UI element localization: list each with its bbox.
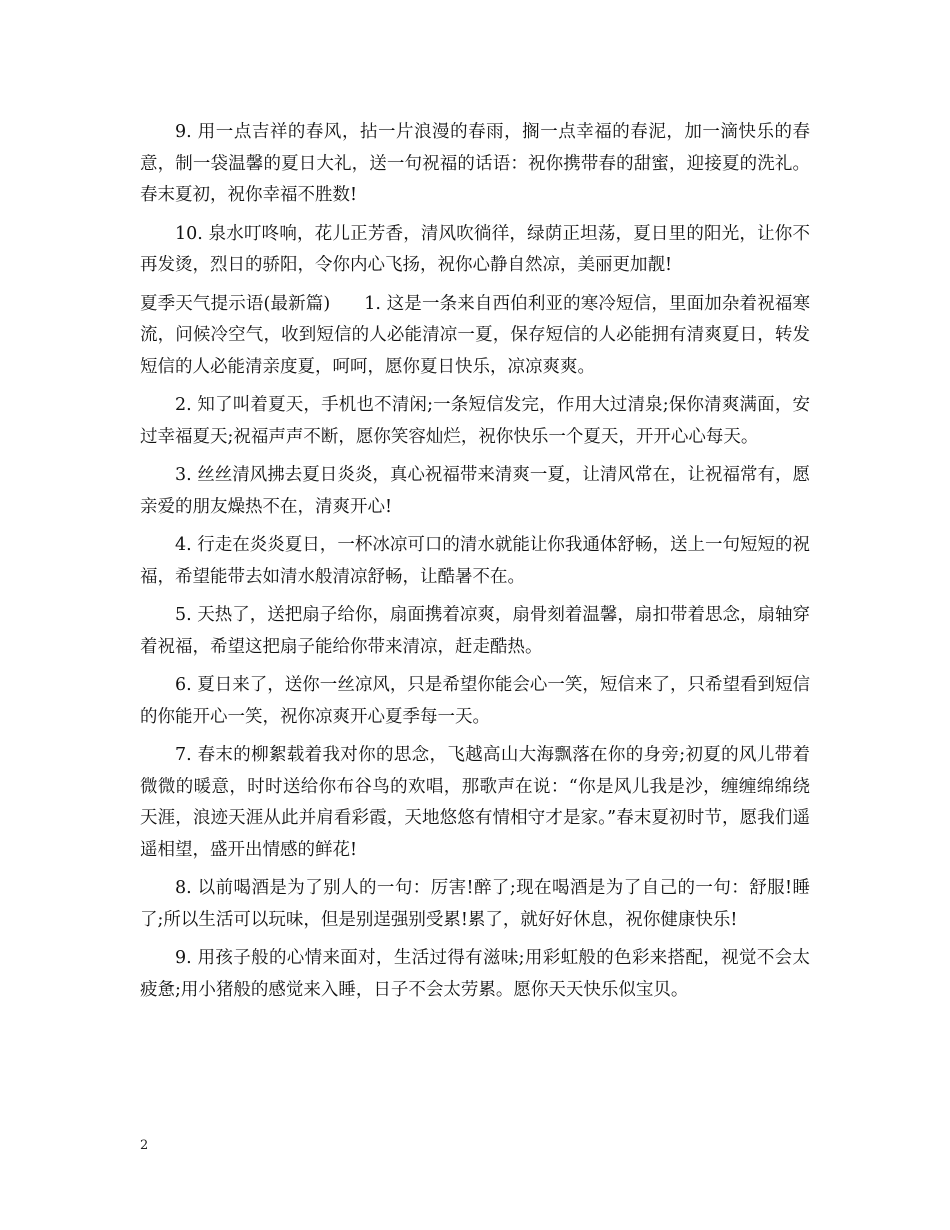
paragraph: 8. 以前喝酒是为了别人的一句：厉害!醉了;现在喝酒是为了自己的一句：舒服!睡了;所以生活可以玩味，但是别逞强别受累!累了，就好好休息，祝你健康快乐! [140, 878, 810, 930]
page-number: 2 [140, 1138, 149, 1153]
section-heading: 夏季天气提示语(最新篇) [140, 293, 331, 314]
paragraph: 7. 春末的柳絮载着我对你的思念，飞越高山大海飘落在你的身旁;初夏的风儿带着微微的暖意，时时送给你布谷鸟的欢唱，那歌声在说：“你是风儿我是沙，缠缠绵绵绕天涯，浪迹天涯从此并肩看彩霞，天地悠悠有情相守才是家。”春末夏初时节，愿我们遥遥相望，盛开出情感的鲜花! [140, 745, 810, 860]
paragraph: 2. 知了叫着夏天，手机也不清闲;一条短信发完，作用大过清泉;保你清爽满面，安过幸福夏天;祝福声声不断，愿你笑容灿烂，祝你快乐一个夏天，开开心心每天。 [140, 395, 810, 447]
paragraph: 6. 夏日来了，送你一丝凉风，只是希望你能会心一笑，短信来了，只希望看到短信的你能开心一笑，祝你凉爽开心夏季每一天。 [140, 675, 810, 727]
paragraph: 10. 泉水叮咚响，花儿正芳香，清风吹徜徉，绿荫正坦荡，夏日里的阳光，让你不再发烫，烈日的骄阳，令你内心飞扬，祝你心静自然凉，美丽更加靓! [140, 223, 810, 275]
paragraph: 9. 用一点吉祥的春风，拈一片浪漫的春雨，搁一点幸福的春泥，加一滴快乐的春意，制一袋温馨的夏日大礼，送一句祝福的话语：祝你携带春的甜蜜，迎接夏的洗礼。春末夏初，祝你幸福不胜数! [140, 122, 810, 205]
paragraph: 5. 天热了，送把扇子给你，扇面携着凉爽，扇骨刻着温馨，扇扣带着思念，扇轴穿着祝福，希望这把扇子能给你带来清凉，赶走酷热。 [140, 605, 810, 657]
paragraph: 9. 用孩子般的心情来面对，生活过得有滋味;用彩虹般的色彩来搭配，视觉不会太疲惫;用小猪般的感觉来入睡，日子不会太劳累。愿你天天快乐似宝贝。 [140, 948, 810, 1000]
paragraph: 3. 丝丝清风拂去夏日炎炎，真心祝福带来清爽一夏，让清风常在，让祝福常有，愿亲爱的朋友燥热不在，清爽开心! [140, 465, 810, 517]
document-body [140, 117, 810, 1013]
section-first-item: 1. 这是一条来自西伯利亚的寒冷短信，里面加杂着祝福寒流，问候冷空气，收到短信的人必能清凉一夏，保存短信的人必能拥有清爽夏日，转发短信的人必能清亲度夏，呵呵，愿你夏日快乐，凉凉爽爽。 [140, 293, 810, 377]
section-paragraph [140, 289, 810, 384]
paragraph: 4. 行走在炎炎夏日，一杯冰凉可口的清水就能让你我通体舒畅，送上一句短短的祝福，希望能带去如清水般清凉舒畅，让酷暑不在。 [140, 535, 810, 587]
